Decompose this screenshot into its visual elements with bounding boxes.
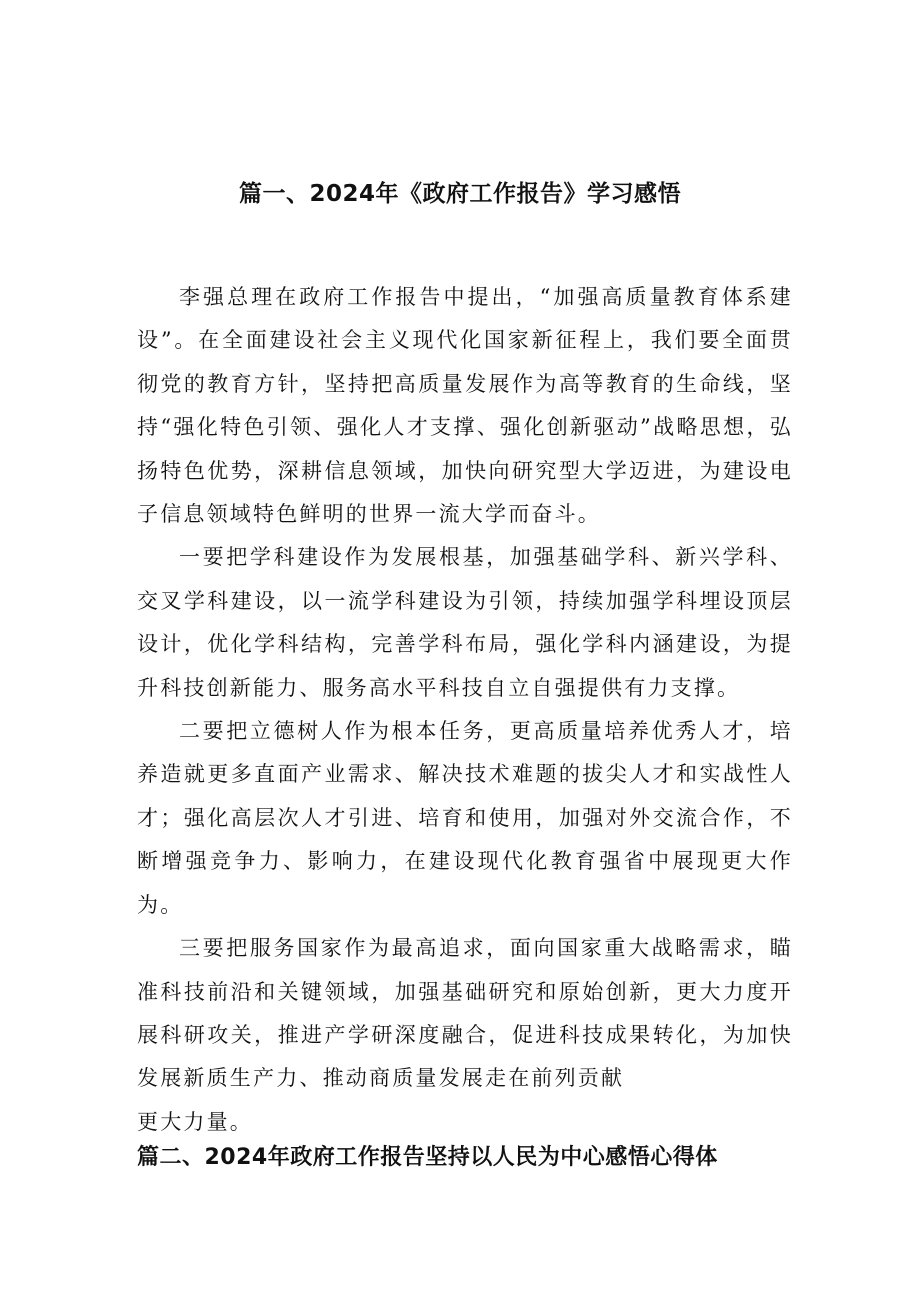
paragraph: 一要把学科建设作为发展根基，加强基础学科、新兴学科、交叉学科建设，以一流学科建设为引领，持续加强学科埋设顶层设计，优化学科结构，完善学科布局，强化学科内涵建设，为提升科技创新能力、服务高水平科技自立自强提供有力支撑。 (137, 545, 793, 700)
next-section-title: 篇二、2024年政府工作报告坚持以人民为中心感悟心得体 (137, 1145, 718, 1170)
paragraph: 二要把立德树人作为根本任务，更高质量培养优秀人才，培养造就更多直面产业需求、解决技术难题的拔尖人才和实战性人才；强化高层次人才引进、培育和使用，加强对外交流合作，不断增强竞争力、影响力，在建设现代化教育强省中展现更大作为。 (137, 719, 793, 917)
body-text (137, 276, 793, 1144)
paragraph: 李强总理在政府工作报告中提出，“加强高质量教育体系建设”。在全面建设社会主义现代化国家新征程上，我们要全面贯彻党的教育方针，坚持把高质量发展作为高等教育的生命线，坚持“强化特色引领、强化人才支撑、强化创新驱动”战略思想，弘扬特色优势，深耕信息领域，加快向研究型大学迈进，为建设电子信息领域特色鲜明的世界一流大学而奋斗。 (137, 285, 793, 527)
paragraph-tail: 更大力量。 (137, 1109, 253, 1134)
paragraph: 三要把服务国家作为最高追求，面向国家重大战略需求，瞄准科技前沿和关键领域，加强基础研究和原始创新，更大力度开展科研攻关，推进产学研深度融合，促进科技成果转化，为加快发展新质生产力、推动商质量发展走在前列贡献 (137, 936, 793, 1091)
section-title: 篇一、2024年《政府工作报告》学习感悟 (238, 181, 681, 207)
